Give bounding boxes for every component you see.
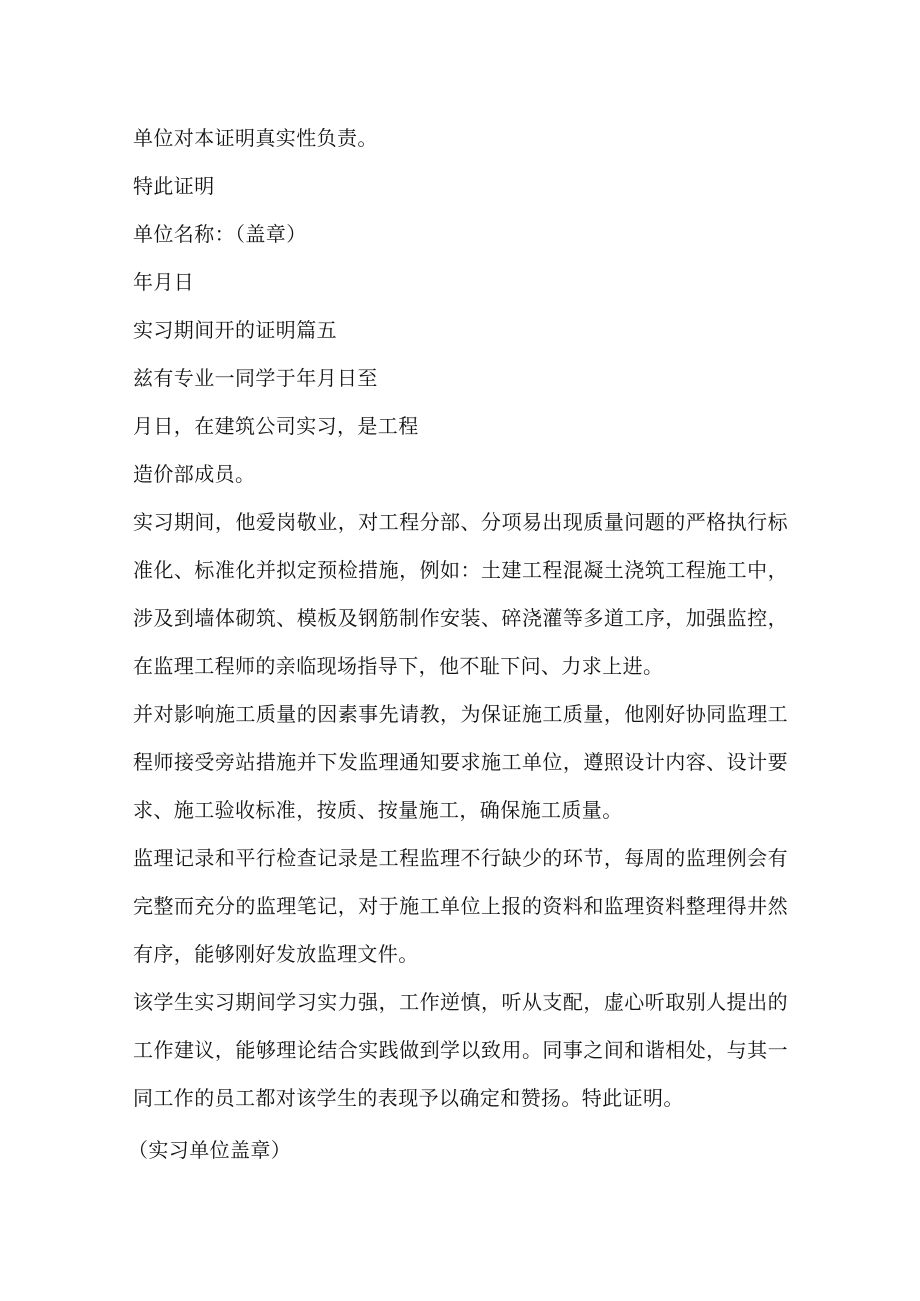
responsibility-line: 单位对本证明真实性负责。 bbox=[133, 126, 378, 150]
unit-name-line: 单位名称：（盖章） bbox=[133, 222, 307, 246]
intro-line-1: 兹有专业一同学于年月日至 bbox=[133, 366, 378, 390]
date-line: 年月日 bbox=[133, 270, 195, 294]
certify-line: 特此证明 bbox=[133, 174, 215, 198]
intro-line-3: 造价部成员。 bbox=[133, 462, 256, 486]
intro-line-2: 月日，在建筑公司实习，是工程 bbox=[133, 414, 419, 438]
paragraph-3: 监理记录和平行检查记录是工程监理不行缺少的环节，每周的监理例会有完整而充分的监理笔记，对于施工单位上报的资料和监理资料整理得井然有序，能够刚好发放监理文件。 bbox=[133, 846, 788, 966]
paragraph-1: 实习期间，他爱岗敬业，对工程分部、分项易出现质量问题的严格执行标准化、标准化并拟定预检措施，例如：土建工程混凝土浇筑工程施工中，涉及到墙体砌筑、模板及钢筋制作安装、碎浇灌等多道工序，加强监控，在监理工程师的亲临现场指导下，他不耻下问、力求上进。 bbox=[133, 510, 788, 678]
paragraph-4: 该学生实习期间学习实力强，工作逆慎，听从支配，虚心听取别人提出的工作建议，能够理论结合实践做到学以致用。同事之间和谐相处，与其一同工作的员工都对该学生的表现予以确定和赞扬。特此证明。 bbox=[133, 990, 788, 1110]
paragraph-2: 并对影响施工质量的因素事先请教，为保证施工质量，他刚好协同监理工程师接受旁站措施并下发监理通知要求施工单位，遵照设计内容、设计要求、施工验收标准，按质、按量施工，确保施工质量。 bbox=[133, 702, 788, 822]
section-title: 实习期间开的证明篇五 bbox=[133, 318, 337, 342]
closing-seal-line: （实习单位盖章） bbox=[128, 1138, 292, 1162]
